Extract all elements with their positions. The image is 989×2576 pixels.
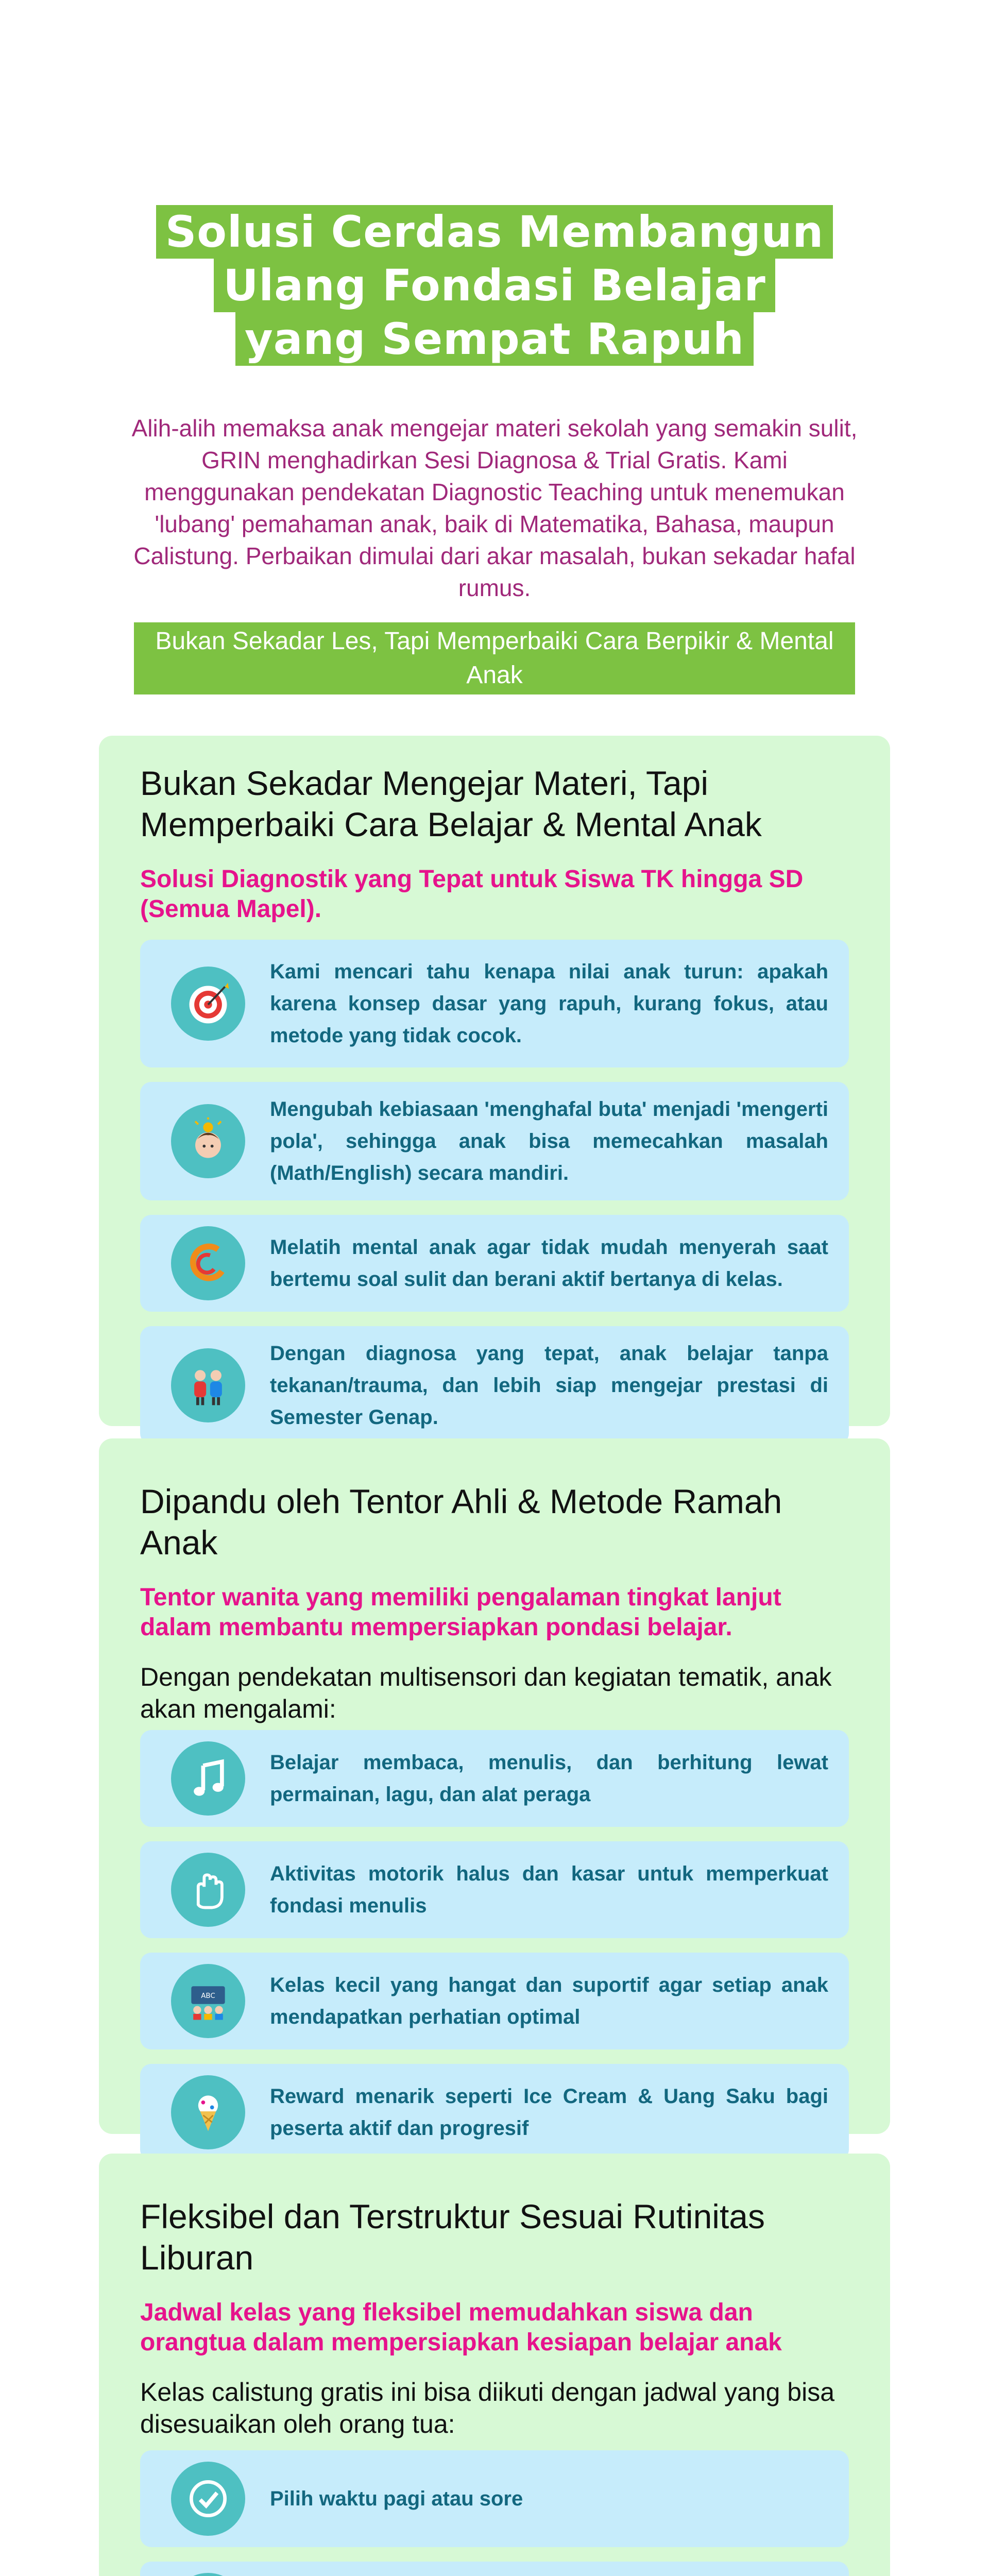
item-text: Melatih mental anak agar tidak mudah menyerah saat bertemu soal sulit dan berani aktif bertanya di kelas. [270,1236,828,1291]
title-line-1: Solusi Cerdas Membangun [156,205,833,259]
tagline [134,622,855,694]
list-item [140,2064,849,2161]
section-title: Bukan Sekadar Mengejar Materi, Tapi Memperbaiki Cara Belajar & Mental Anak [140,764,762,843]
kids-icon [171,1348,245,1422]
item-text: Reward menarik seperti Ice Cream & Uang Saku bagi peserta aktif dan progresif [270,2085,828,2140]
laptop-icon [171,2573,245,2576]
list-item [140,1730,849,1827]
section-diagnostic [99,736,890,1429]
list-item [140,2562,849,2576]
list-item [140,1082,849,1200]
music-icon [171,1741,245,1816]
intro-paragraph: Alih-alih memaksa anak mengejar materi sekolah yang semakin sulit, GRIN menghadirkan Sesi Diagnosa & Trial Gratis. Kami menggunakan pendekatan Diagnostic Teaching untuk menemukan 'lubang' pemahaman anak, baik di Matematika, Bahasa, maupun Calistung. Perbaikan dimulai dari akar masalah, bukan sekadar hafal rumus. [131,415,858,601]
item-text: Belajar membaca, menulis, dan berhitung lewat permainan, lagu, dan alat peraga [270,1751,828,1806]
item-text: Mengubah kebiasaan 'menghafal buta' menjadi 'mengerti pola', sehingga anak bisa memecahkan masalah (Math/English) secara mandiri. [270,1098,828,1184]
ice-cream-icon [171,2075,245,2149]
check-icon [171,2462,245,2536]
list-item [140,1215,849,1312]
list-item [140,2450,849,2547]
item-text: Dengan diagnosa yang tepat, anak belajar tanpa tekanan/trauma, dan lebih siap mengejar prestasi di Semester Genap. [270,1342,828,1429]
page-title [124,205,865,366]
item-list [140,2450,849,2576]
item-text: Kelas kecil yang hangat dan suportif agar setiap anak mendapatkan perhatian optimal [270,1974,828,2028]
list-item [140,1953,849,2049]
section-body: Dengan pendekatan multisensori dan kegiatan tematik, anak akan mengalami: [140,1663,832,1723]
item-text: Aktivitas motorik halus dan kasar untuk memperkuat fondasi menulis [270,1862,828,1917]
section-title: Dipandu oleh Tentor Ahli & Metode Ramah Anak [140,1482,782,1562]
svg-text:ABC: ABC [201,1992,215,2001]
section-body: Kelas calistung gratis ini bisa diikuti dengan jadwal yang bisa disesuaikan oleh orang tua: [140,2378,835,2438]
classroom-icon [171,1964,245,2038]
list-item [140,1326,849,1445]
list-item [140,940,849,1067]
section-subtitle: Solusi Diagnostik yang Tepat untuk Siswa TK hingga SD (Semua Mapel). [140,866,804,923]
tagline-text: Bukan Sekadar Les, Tapi Memperbaiki Cara Berpikir & Mental Anak [134,622,855,694]
hand-icon [171,1853,245,1927]
item-list [140,940,849,1445]
title-line-3: yang Sempat Rapuh [235,312,754,366]
item-list [140,1730,849,2161]
section-subtitle: Jadwal kelas yang fleksibel memudahkan siswa dan orangtua dalam mempersiapkan kesiapan belajar anak [140,2299,782,2356]
item-text: Kami mencari tahu kenapa nilai anak turun: apakah karena konsep dasar yang rapuh, kurang fokus, atau metode yang tidak cocok. [270,960,828,1047]
section-tutor [99,1438,890,2140]
growth-icon [171,1226,245,1300]
title-line-2: Ulang Fondasi Belajar [214,259,775,312]
section-subtitle: Tentor wanita yang memiliki pengalaman tingkat lanjut dalam membantu mempersiapkan pondasi belajar. [140,1584,781,1641]
section-title: Fleksibel dan Terstruktur Sesuai Rutinitas Liburan [140,2197,765,2277]
list-item [140,1841,849,1938]
section-schedule [99,2154,890,2576]
item-text: Pilih waktu pagi atau sore [270,2487,523,2510]
target-icon [171,967,245,1041]
brain-icon [171,1104,245,1178]
